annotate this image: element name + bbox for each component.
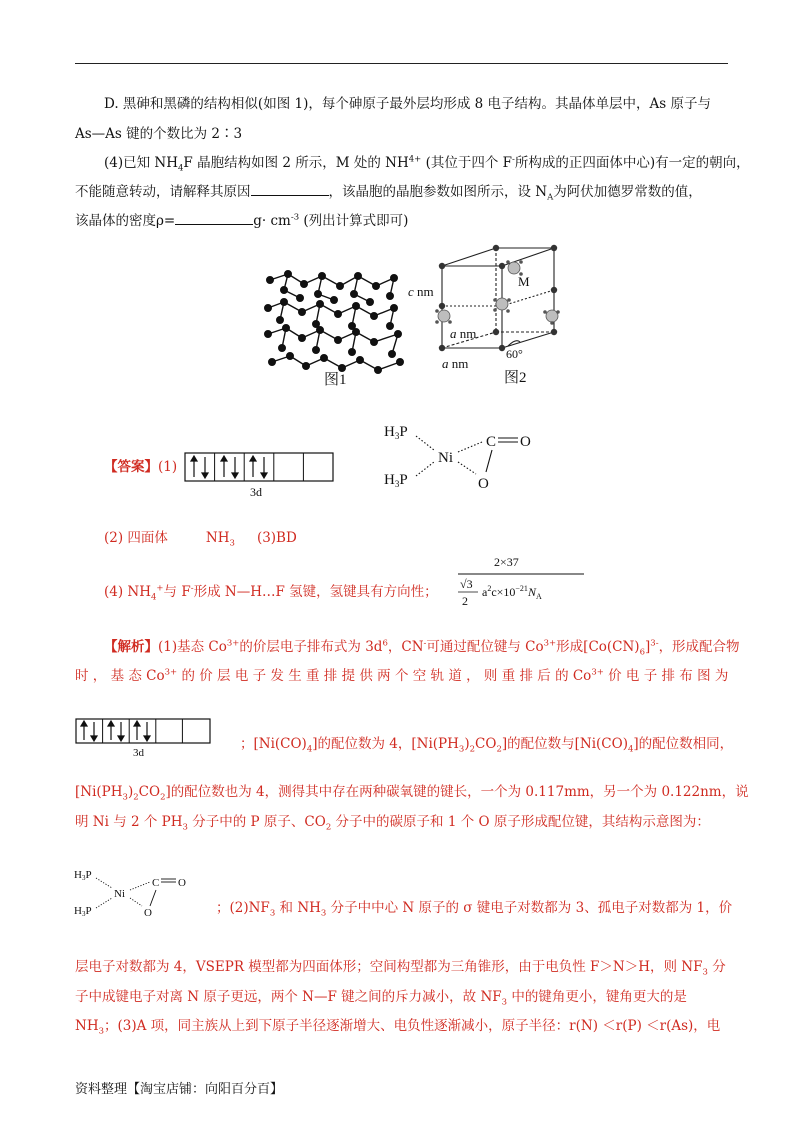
header-rule [75, 63, 728, 64]
ni-complex-structure-small [72, 864, 202, 924]
figure-2-nh4f-cell [404, 240, 584, 390]
answer-blank-reason [251, 183, 329, 196]
label-a-nm-2: a nm [442, 356, 469, 371]
footer-source: 资料整理【淘宝店铺：向阳百分百】 [75, 1082, 284, 1097]
figure-1-black-arsenic [262, 268, 410, 388]
svg-text:H3P: H3P [74, 869, 92, 882]
svg-text:√3: √3 [460, 577, 473, 591]
analysis-line4: $[Ni(PH_3)_2CO_2]$的配位数也为 4，测得其中存在两种碳氧键的键长，一个为 0.117mm，另一个为 0.122nm，说 [75, 784, 749, 803]
option-d-line1: D. 黑砷和黑磷的结构相似(如图 1)，每个砷原子最外层均形成 8 电子结构。其晶体单层中，As 原子与 [104, 96, 711, 112]
svg-text:O: O [520, 434, 531, 450]
orbital-diagram-analysis [75, 718, 215, 760]
svg-text:H3P: H3P [74, 905, 92, 918]
svg-text:O: O [178, 877, 186, 889]
svg-text:a2c×10−21NA: $a^2c\times 10^{-21}N_A$ [482, 584, 542, 601]
label-a-nm-1: a nm [450, 326, 477, 341]
ni-complex-structure [382, 418, 552, 498]
svg-text:O: O [144, 907, 152, 919]
analysis-line5: 明 Ni 与 2 个 $PH_3$ 分子中的 P 原子、$CO_2$ 分子中的碳原子和 1 个 O 原子形成配位键，其结构示意图为： [75, 814, 710, 833]
orbital-label-3d: 3d [250, 485, 262, 499]
figure-1-caption: 图1 [324, 372, 347, 388]
density-formula [456, 552, 596, 608]
arsenic-lattice [265, 271, 404, 374]
analysis-line8: 子中成键电子对离 N 原子更远，两个 N—F 键之间的斥力减小，故 $NF_3$ 中的键角更小，键角更大的是 [75, 989, 687, 1008]
label-m: M [518, 274, 530, 289]
answer-blank-density [175, 212, 253, 225]
question-4-line3: 该晶体的密度$\rho= g\cdot cm^{-3}$ (列出计算式即可) [75, 212, 409, 229]
label-60-deg: 60° [506, 347, 523, 361]
analysis-line1: 【解析】(1)基态 $Co^{3+}$的价层电子排布式为 $3d^6$，CN-可通过配位键与 $Co^{3+}$形成$[Co(CN)_6]^{3-}$，形成配合物 [104, 638, 740, 658]
svg-text:2×37: 2×37 [494, 555, 519, 569]
question-4-line2: 不能随意转动，请解释其原因 ，该晶胞的晶胞参数如图所示，设 $N_A$为阿伏加德罗常数的值， [75, 184, 702, 203]
question-4-line1: (4)已知 $NH_4F$ 晶胞结构如图 2 所示，M 处的 $NH^{4+}$ (其位于四个 F-所构成的正四面体中心)有一定的朝向， [104, 154, 750, 174]
answer-2-3: (2) 四面体 $NH_3$ (3)BD [104, 530, 297, 549]
svg-text:H3P: $H_3P$ [384, 472, 408, 489]
orbital-label-3d-analysis: 3d [133, 747, 144, 759]
svg-text:2: 2 [462, 594, 468, 608]
svg-text:H3P: $H_3P$ [384, 424, 408, 441]
svg-text:C: C [486, 434, 497, 450]
svg-text:O: O [478, 476, 489, 492]
analysis-line6: ；$(2)NF_3$ 和 $NH_3$ 分子中中心 N 原子的 σ 键电子对数都为 3、孤电子对数都为 1，价 [216, 900, 733, 919]
svg-text:Ni: Ni [438, 450, 453, 466]
analysis-line7: 层电子对数都为 4，VSEPR 模型都为四面体形；空间构型都为三角锥形，由于电负性 F＞N＞H，则 $NF_3$ 分 [75, 959, 726, 978]
analysis-line2: 时 ， 基 态 $Co^{3+}$ 的 价 层 电 子 发 生 重 排 提 供 两 个 空 轨 道 ， 则 重 排 后 的 $Co^{3+}$ 价 电 子 排 布 图 为 [75, 667, 729, 684]
nh4-ions [438, 262, 558, 322]
orbital-diagram-answer [184, 452, 336, 500]
svg-text:Ni: Ni [114, 888, 125, 900]
analysis-line9: $NH_3$；(3)A 项，同主族从上到下原子半径逐渐增大、电负性逐渐减小，原子半径：r(N) ＜r(P) ＜r(As)，电 [75, 1018, 721, 1037]
answer-1: 【答案】(1) [104, 459, 178, 475]
answer-4: (4) $NH_4^+$与 F-形成 N—H…F 氢键，氢键具有方向性； [104, 583, 438, 603]
svg-text:C: C [152, 877, 160, 889]
figure-2-caption: 图2 [504, 370, 527, 386]
analysis-line3: ；$[Ni(CO)_4]$的配位数为 4，$[Ni(PH_3)_2CO_2]$的配位数与$[Ni(CO)_4]$的配位数相同， [240, 736, 734, 755]
label-c-nm: c nm [408, 284, 434, 299]
option-d-line2: As—As 键的个数比为 2∶3 [75, 126, 243, 142]
